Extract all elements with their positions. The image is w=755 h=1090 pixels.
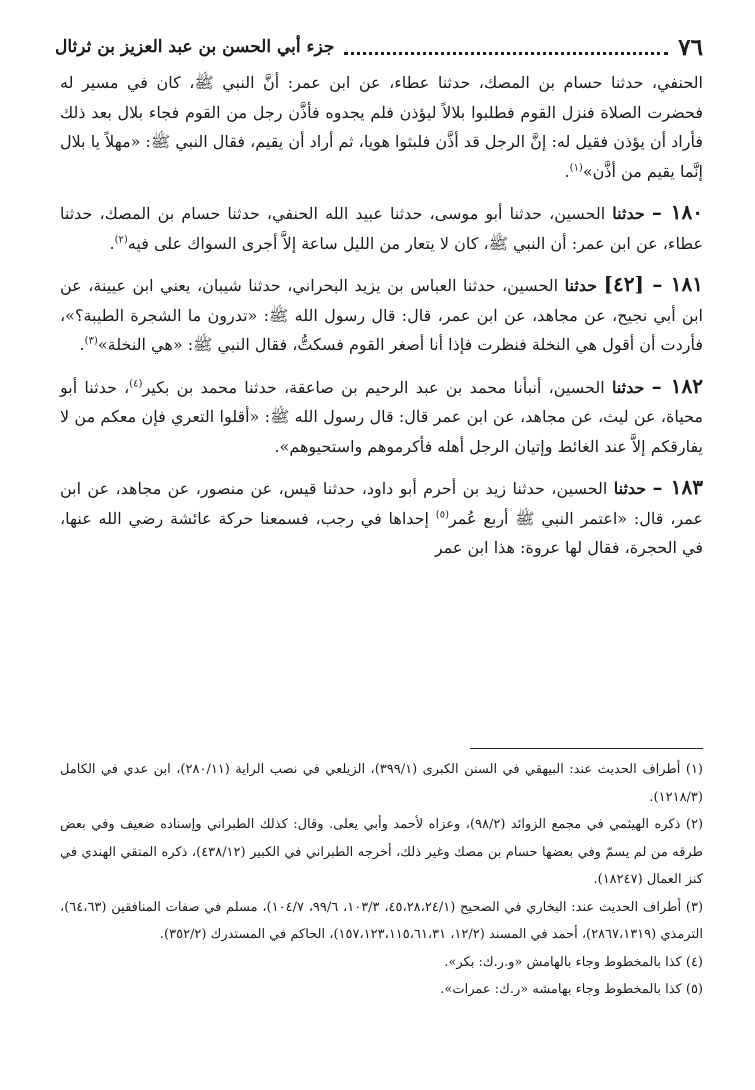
chain-lead-word: حدثنا	[613, 479, 647, 498]
hadith-text-body: الحنفي، حدثنا حسام بن المصك، حدثنا عطاء، عن ابن عمر: أنَّ النبي ﷺ، كان في مسير له فحضرت الصلاة فنزل القوم فطلبوا بلالاً ليؤذن فلم يجدوه فأذَّن رجل من القوم فجاء بلال بعد ذلك فأراد أن يؤذن فقيل له: إنَّ الرجل قد أذَّن فلبثوا هويا، ثم أراد أن يقيم، فقال النبي ﷺ: «مهلاً يا بلال إنَّما يقيم من أذَّن»	[60, 73, 703, 181]
page-number: ٧٦	[678, 33, 703, 61]
page-header	[55, 30, 703, 64]
running-title: جزء أبي الحسن بن عبد العزيز بن ثرثال	[55, 37, 335, 57]
hadith-text-body: الحسين، حدثنا زيد بن أحرم أبو داود، حدثنا قيس، عن منصور، عن مجاهد، عن ابن عمر، قال: «اعتمر النبي ﷺ أربع عُمر	[60, 479, 704, 528]
hadith-182	[60, 372, 703, 462]
footnote-marker: (١)	[569, 162, 583, 174]
hadith-180	[60, 198, 703, 258]
hadith-181	[60, 270, 703, 360]
footnote-5: (٥) كذا بالمخطوط وجاء بهامشه «ر.ك: عمرات».	[440, 982, 703, 997]
hadith-179-continuation	[60, 68, 703, 186]
footnote-1: (١) أطراف الحديث عند: البيهقي في السنن الكبرى (٣٩٩/١)، الزيلعي في نصب الراية (٢٨٠/١١)، ابن عدي في الكامل (١٢١٨/٣).	[60, 762, 703, 805]
chain-lead-word: حدثنا	[564, 276, 598, 295]
hadith-number: ١٨٢ –	[651, 373, 703, 398]
hadith-text-end: .	[79, 335, 85, 354]
hadith-text	[60, 68, 703, 575]
hadith-text-body: الحسين، حدثنا أبو موسى، حدثنا عبيد الله الحنفي، حدثنا حسام بن المصك، حدثنا عطاء، عن ابن عمر: أن النبي ﷺ، كان لا يتعار من الليل ساعة إلاَّ أجرى السواك على فيه	[60, 204, 703, 253]
hadith-183	[60, 473, 703, 563]
footnote-marker: (٥)	[435, 509, 449, 521]
footnote-marker: (٣)	[84, 335, 98, 347]
header-dot-leader	[344, 40, 668, 55]
footnote-separator	[470, 748, 703, 749]
hadith-text-end: .	[109, 233, 115, 253]
hadith-number: ١٨٠ –	[651, 200, 703, 224]
chain-lead-word: حدثنا	[611, 377, 645, 397]
hadith-number: ١٨١ – [٤٢]	[603, 272, 704, 296]
footnote-3: (٣) أطراف الحديث عند: البخاري في الصحيح (٤٥،٢٨،٢٤/١، ١٠٣/٣، ٩٩/٦، ١٠٤/٧)، مسلم في صفات المنافقين (٦٤،٦٣)، الترمذي (٢٨٦٧،١٣١٩)، أحمد في المسند (١٢/٢، ١٥٧،١٢٣،١١٥،٦١،٣١)، الحاكم في المستدرك (٣٥٢/٢).	[60, 899, 704, 942]
hadith-text-end: ، حدثنا أبو محياة، عن ليث، عن مجاهد، عن ابن عمر قال: قال رسول الله ﷺ: «أقلوا التعري فإن معكم من لا يفارقكم إلاَّ عند الغائط وإتيان الرجل أهله فأكرموهم واستحيوهم».	[60, 377, 703, 456]
hadith-text-body: الحسين، حدثنا العباس بن يزيد البحراني، حدثنا شيبان، يعني ابن عيينة، عن ابن أبي نجيح، عن مجاهد، عن ابن عمر، قال: قال رسول الله ﷺ: «تدرون ما الشجرة الطيبة؟»، فأردت أن أقول هي النخلة فنظرت فإذا أنا أصغر القوم فسكتُّ، فقال النبي ﷺ: «هي النخلة»	[60, 276, 703, 354]
hadith-text-body: الحسين، أنبأنا محمد بن عبد الرحيم بن صاعقة، حدثنا محمد بن بكير	[142, 377, 605, 397]
footnote-4: (٤) كذا بالمخطوط وجاء بالهامش «و.ر.ك: بكر».	[444, 954, 703, 970]
footnotes	[60, 756, 703, 1004]
footnote-2: (٢) ذكره الهيثمي في مجمع الزوائد (٩٨/٢)، وعزاه لأحمد وأبي يعلى. وقال: كذلك الطبراني وإسناده ضعيف وفي بعض طرقه من لم يسمّ وفي بعضها حسام بن مصك وغير ذلك، أخرجه الطبراني في الكبير (٤٣٨/١٢)، ذكره المتقي الهندي في كنز العمال (١٨٢٤٧).	[60, 817, 704, 887]
hadith-text-end: إحداها في رجب، فسمعنا حركة عائشة رضي الله عنها، في الحجرة، فقال لها عروة: هذا ابن عمر	[60, 508, 703, 557]
footnote-marker: (٤)	[129, 378, 143, 390]
hadith-text-end: .	[564, 161, 570, 181]
chain-lead-word: حدثنا	[612, 204, 645, 223]
hadith-number: ١٨٣ –	[652, 475, 704, 499]
footnote-marker: (٢)	[114, 234, 128, 246]
